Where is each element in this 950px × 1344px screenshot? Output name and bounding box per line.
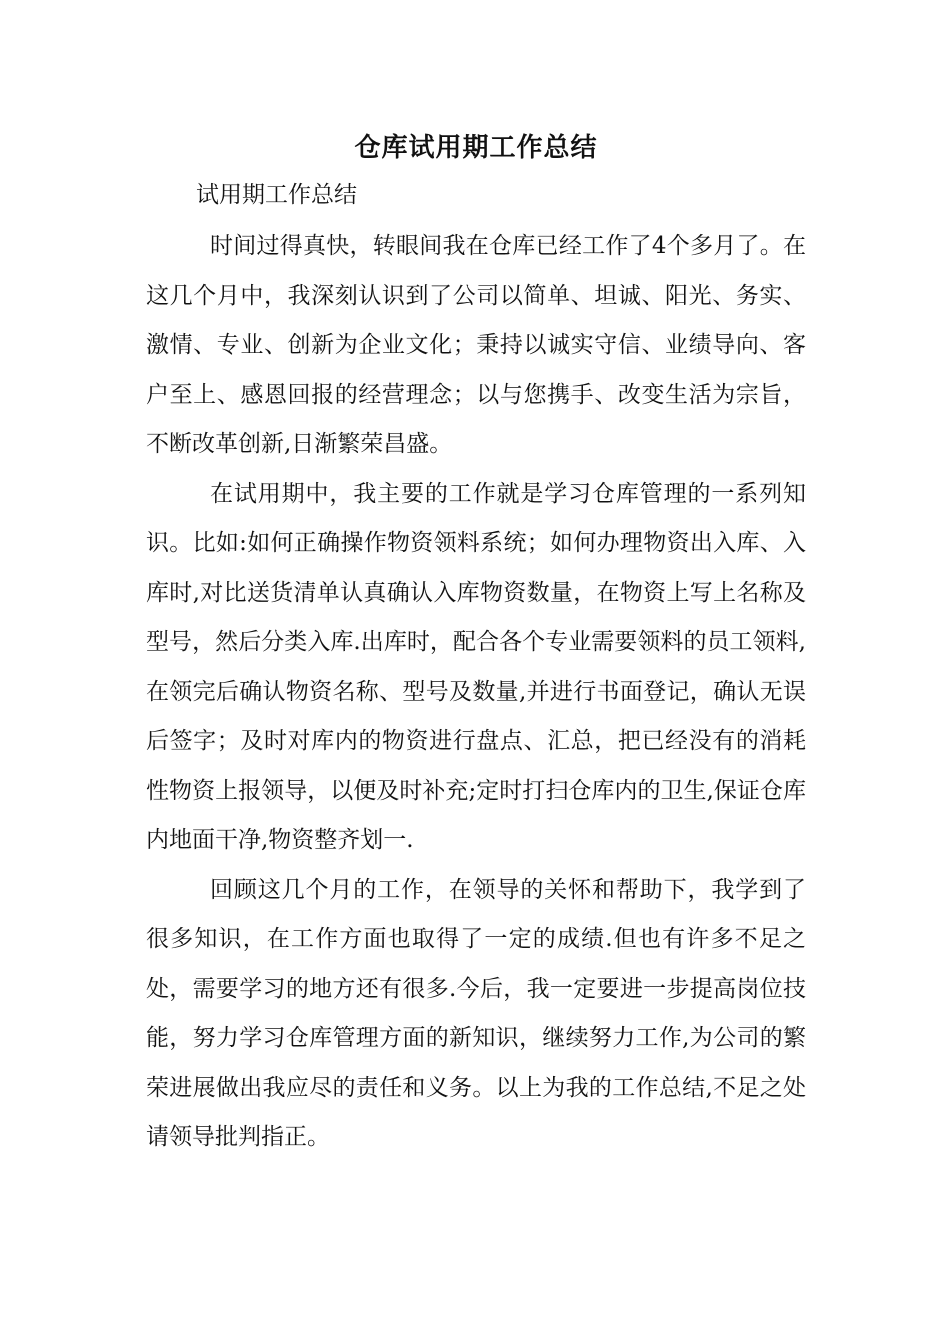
paragraph-1: 时间过得真快，转眼间我在仓库已经工作了4个多月了。在这几个月中，我深刻认识到了公司以简单、坦诚、阳光、务实、激情、专业、创新为企业文化；秉持以诚实守信、业绩导向、客户至上、感恩回报的经营理念；以与您携手、改变生活为宗旨，不断改革创新,日渐繁荣昌盛。: [146, 233, 806, 457]
document-subtitle: 试用期工作总结: [196, 182, 357, 208]
document-title: 仓库试用期工作总结: [354, 133, 598, 163]
paragraph-2: 在试用期中，我主要的工作就是学习仓库管理的一系列知识。比如:如何正确操作物资领料系统；如何办理物资出入库、入库时,对比送货清单认真确认入库物资数量，在物资上写上名称及型号，然后分类入库.出库时，配合各个专业需要领料的员工领料,在领完后确认物资名称、型号及数量,并进行书面登记，确认无误后签字；及时对库内的物资进行盘点、汇总，把已经没有的消耗性物资上报领导，以便及时补充;定时打扫仓库内的卫生,保证仓库内地面干净,物资整齐划一.: [146, 480, 806, 853]
document-page: [146, 128, 806, 1163]
paragraph-3: 回顾这几个月的工作，在领导的关怀和帮助下，我学到了很多知识，在工作方面也取得了一定的成绩.但也有许多不足之处，需要学习的地方还有很多.今后，我一定要进一步提高岗位技能，努力学习仓库管理方面的新知识，继续努力工作,为公司的繁荣进展做出我应尽的责任和义务。以上为我的工作总结,不足之处请领导批判指正。: [146, 876, 806, 1150]
